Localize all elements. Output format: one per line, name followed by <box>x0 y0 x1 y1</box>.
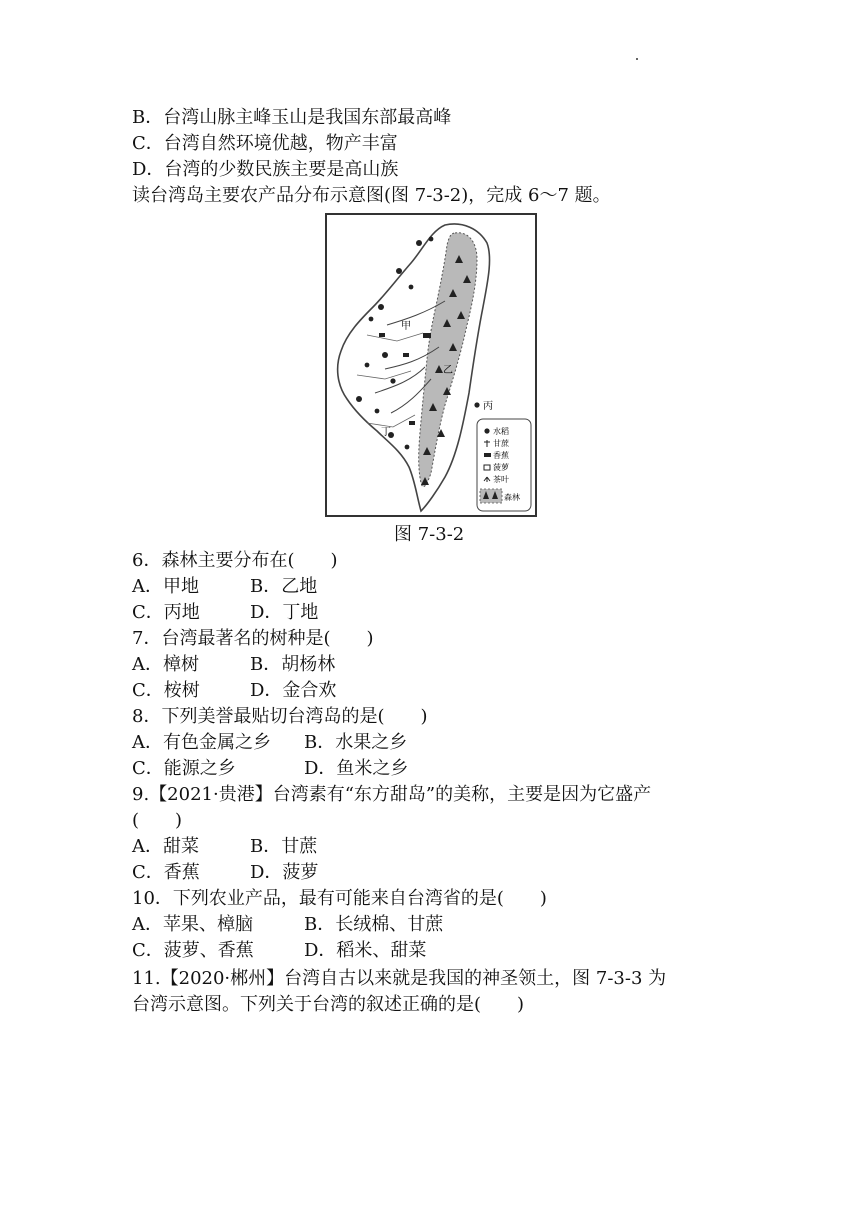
q8-option-c: C．能源之乡 <box>132 758 236 779</box>
taiwan-map-figure <box>325 213 537 517</box>
reading-instruction: 读台湾岛主要农产品分布示意图(图 7-3-2)，完成 6～7 题。 <box>132 185 611 206</box>
taiwan-map <box>327 215 535 515</box>
q8-option-b: B．水果之乡 <box>304 732 408 753</box>
question-9-stem: 9.【2021·贵港】台湾素有“东方甜岛”的美称，主要是因为它盛产 <box>132 784 652 805</box>
q10-option-a: A．苹果、樟脑 <box>132 914 253 935</box>
q6-option-d: D．丁地 <box>250 602 319 623</box>
question-9-stem-cont: ( ) <box>132 810 183 831</box>
q6-option-b: B．乙地 <box>250 576 318 597</box>
question-11-stem: 11.【2020·郴州】台湾自古以来就是我国的神圣领土，图 7-3-3 为 <box>132 968 667 989</box>
legend-pineapple: 菠萝 <box>493 463 509 472</box>
q10-option-d: D．稻米、甜菜 <box>304 940 427 961</box>
question-8-stem: 8．下列美誉最贴切台湾岛的是( ) <box>132 706 428 727</box>
map-label-bing: 丙 <box>483 401 493 412</box>
q7-option-b: B．胡杨林 <box>250 654 336 675</box>
question-6-stem: 6．森林主要分布在( ) <box>132 550 338 571</box>
page-mark <box>636 58 638 60</box>
option-b-text: B．台湾山脉主峰玉山是我国东部最高峰 <box>132 107 452 128</box>
q9-option-d: D．菠萝 <box>250 862 319 883</box>
map-label-yi: 乙 <box>443 365 453 376</box>
q9-option-c: C．香蕉 <box>132 862 200 883</box>
q7-option-c: C．桉树 <box>132 680 200 701</box>
q6-option-c: C．丙地 <box>132 602 200 623</box>
q10-option-c: C．菠萝、香蕉 <box>132 940 254 961</box>
legend-sugarcane: 甘蔗 <box>493 439 509 448</box>
option-d-text: D．台湾的少数民族主要是高山族 <box>132 159 399 180</box>
legend-banana: 香蕉 <box>493 451 509 460</box>
map-label-jia: 甲 <box>401 321 411 332</box>
q6-option-a: A．甲地 <box>132 576 199 597</box>
figure-caption: 图 7-3-2 <box>394 524 465 545</box>
q10-option-b: B．长绒棉、甘蔗 <box>304 914 444 935</box>
q8-option-a: A．有色金属之乡 <box>132 732 271 753</box>
legend-forest: 森林 <box>504 493 520 502</box>
q8-option-d: D．鱼米之乡 <box>304 758 409 779</box>
question-10-stem: 10．下列农业产品，最有可能来自台湾省的是( ) <box>132 888 547 909</box>
q9-option-b: B．甘蔗 <box>250 836 318 857</box>
map-label-ding: 丁 <box>381 427 391 438</box>
question-7-stem: 7．台湾最著名的树种是( ) <box>132 628 374 649</box>
question-11-stem-cont: 台湾示意图。下列关于台湾的叙述正确的是( ) <box>132 994 525 1015</box>
q7-option-a: A．樟树 <box>132 654 199 675</box>
q7-option-d: D．金合欢 <box>250 680 337 701</box>
q9-option-a: A．甜菜 <box>132 836 199 857</box>
legend-tea: 茶叶 <box>493 475 509 484</box>
option-c-text: C．台湾自然环境优越，物产丰富 <box>132 133 398 154</box>
legend-rice: 水稻 <box>493 427 509 436</box>
map-legend <box>477 419 531 511</box>
